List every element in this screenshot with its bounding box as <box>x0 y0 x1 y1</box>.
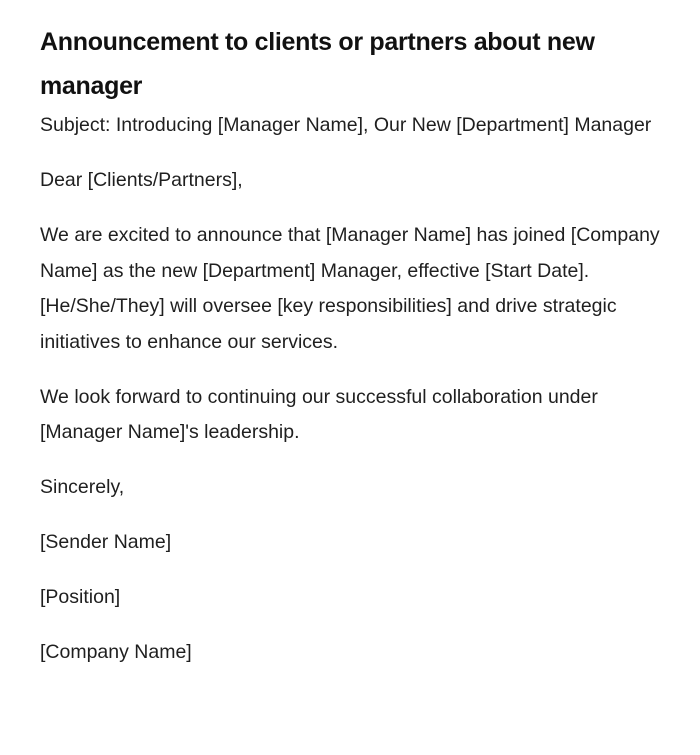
closing: Sincerely, <box>40 476 125 498</box>
document-title: Announcement to clients or partners about new manager <box>40 28 595 100</box>
body-paragraph-1: We are excited to announce that [Manager Name] has joined [Company Name] as the new [Department] Manager, effective [Start Date]. [He/She/They] will oversee [key responsibilities] and drive strategic initiatives to enhance our services. <box>40 224 660 353</box>
sender-name: [Sender Name] <box>40 531 172 553</box>
company-name: [Company Name] <box>40 641 192 663</box>
subject-line: Subject: Introducing [Manager Name], Our New [Department] Manager <box>40 114 652 136</box>
sender-position: [Position] <box>40 586 121 608</box>
body-paragraph-2: We look forward to continuing our successful collaboration under [Manager Name]'s leadership. <box>40 385 598 443</box>
salutation: Dear [Clients/Partners], <box>40 169 243 191</box>
